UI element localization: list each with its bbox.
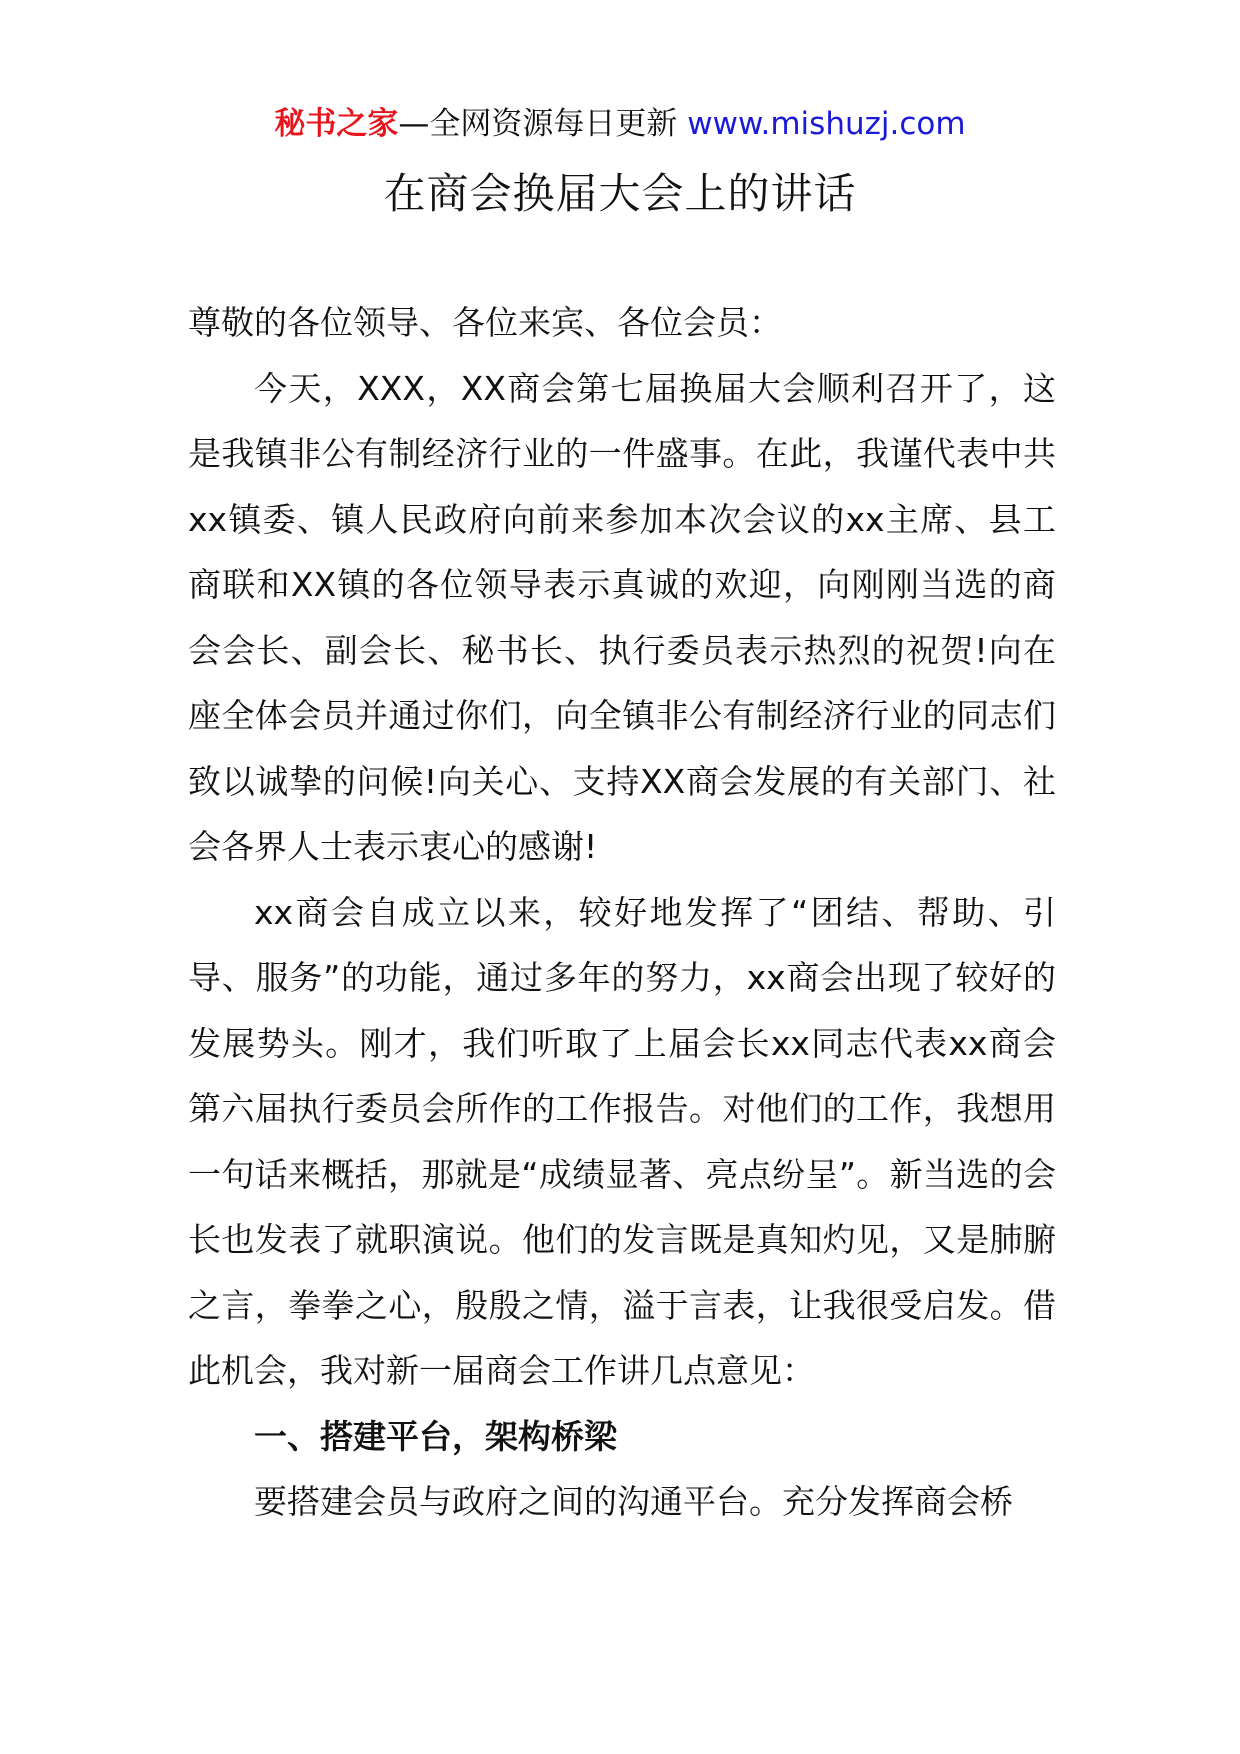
header-tagline: —全网资源每日更新 <box>398 106 678 142</box>
site-header <box>0 104 1240 144</box>
paragraph-1: 今天，XXX，XX商会第七届换届大会顺利召开了，这是我镇非公有制经济行业的一件盛事。在此，我谨代表中共xx镇委、镇人民政府向前来参加本次会议的xx主席、县工商联和XX镇的各位领导表示真诚的欢迎，向刚刚当选的商会会长、副会长、秘书长、执行委员表示热烈的祝贺!向在座全体会员并通过你们，向全镇非公有制经济行业的同志们致以诚挚的问候!向关心、支持XX商会发展的有关部门、社会各界人士表示衷心的感谢! <box>188 368 1056 866</box>
salutation: 尊敬的各位领导、各位来宾、各位会员： <box>188 303 782 342</box>
section-paragraph: 要搭建会员与政府之间的沟通平台。充分发挥商会桥 <box>254 1482 1013 1521</box>
document-title: 在商会换届大会上的讲话 <box>383 169 857 218</box>
document-body <box>188 290 1056 1535</box>
site-url-link[interactable]: www.mishuzj.com <box>687 106 966 142</box>
section-heading: 一、搭建平台，架构桥梁 <box>254 1416 617 1456</box>
paragraph-2: xx商会自成立以来，较好地发挥了“团结、帮助、引导、服务”的功能，通过多年的努力，xx商会出现了较好的发展势头。刚才，我们听取了上届会长xx同志代表xx商会第六届执行委员会所作的工作报告。对他们的工作，我想用一句话来概括，那就是“成绩显著、亮点纷呈”。新当选的会长也发表了就职演说。他们的发言既是真知灼见，又是肺腑之言，拳拳之心，殷殷之情，溢于言表，让我很受启发。借此机会，我对新一届商会工作讲几点意见： <box>188 892 1056 1390</box>
brand-name: 秘书之家 <box>274 106 399 142</box>
